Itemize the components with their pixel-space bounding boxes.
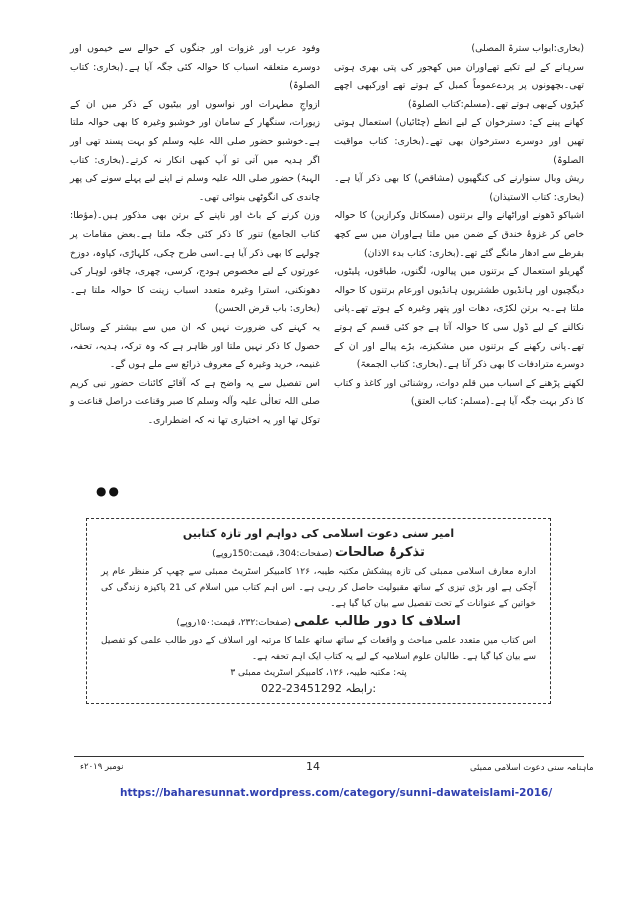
paragraph: وزن کرنے کے باٹ اور ناپنے کے برتن بھی مذکور ہیں۔(مؤطا: کتاب الجامع) تنور کا ذکر کئی جگہ ملتا ہے۔بعض مقامات پر چولہے کا بھی ذکر آیا ہے۔اسی طرح چکی، کلہاڑی، کپاوہ، دوزخ عورتوں کے لیے مخصوص ہودج، کرسی، چھری، چاقو، لوہار کی دھونکنی، استرا وغیرہ متعدد اسباب زینت کا حوالہ ملتا ہے۔(بخاری: باب قرض الحسن) — [70, 210, 320, 315]
book1-name: تذکرۂ صالحات — [335, 545, 425, 560]
book2-meta: (صفحات:۲۳۲، قیمت:۱۵۰روپے) — [176, 618, 291, 628]
page-number: 14 — [306, 760, 320, 773]
paragraph: وفود عرب اور غزوات اور جنگوں کے حوالے سے خیموں اور دوسرے متعلقہ اسباب کا حوالہ کئی جگہ آیا ہے۔(بخاری: کتاب الصلوۃ) — [70, 43, 320, 92]
paragraph: کھانے پینے کے: دسترخوان کے لیے انطے (چٹائیاں) استعمال ہوتی تھیں اور دوسرے دسترخوان بھی تھے۔(بخاری: کتاب مواقیت الصلوۃ) — [334, 117, 584, 166]
book-advertisement-box — [86, 518, 551, 704]
book2-name: اسلاف کا دور طالب علمی — [293, 614, 461, 629]
paragraph: اشیاکو ڈھونے اوراٹھانے والے برتنوں (مسکاتل وکرازین) کا حوالہ خاص کر غزوۂ خندق کے ضمن میں ملتا ہےاوران میں سے کچھ بقرطے سے ادھار مانگے گئے تھے۔(بخاری: کتاب بدء الاذان) — [334, 210, 584, 259]
footer-divider — [74, 756, 584, 757]
ad-address: پتہ: مکتبہ طیبہ، ۱۲۶، کامبیکر اسٹریٹ ممبئی ۳ — [230, 668, 407, 678]
paragraph: سرہانے کے لیے تکیے تھےاوران میں کھجور کی پتی بھری ہوتی تھی۔بچھونوں پر پردےعموماً کمبل کے ہوتے تھے اورکبھی اچھے کپڑوں کےبھی ہوتے تھے۔(مسلم:کتاب الصلوۃ) — [334, 61, 584, 110]
phone-number: 022-23451292 — [260, 682, 342, 695]
book2-heading — [101, 612, 536, 633]
paragraph: اس تفصیل سے یہ واضح ہے کہ آقائے کائنات حضور نبی کریم صلی اللہ تعالٰی علیہ وآلہ وسلم کا صبر وقناعت دراصل قناعت و توکل تھا اور یہ اختیاری تھا نہ کہ اضطراری۔ — [70, 377, 320, 426]
paragraph: ریش وبال سنوارنے کی کنگھیوں (مشاقص) کا بھی ذکر آیا ہے۔(بخاری: کتاب الاستیذان) — [334, 173, 584, 203]
ad-title: امیر سنی دعوت اسلامی کی دواہم اور تازہ کتابیں — [182, 527, 455, 540]
paragraph: لکھنے پڑھنے کے اسباب میں قلم دوات، روشنائی اور کاغذ و کتاب کا ذکر بہت جگہ آیا ہے۔(مسلم: کتاب العتق) — [334, 377, 584, 408]
paragraph: (بخاری:ابواب سترۃ المصلی) — [471, 43, 584, 54]
end-marker-dots: ●● — [96, 484, 121, 498]
paragraph: گھریلو استعمال کے برتنوں میں پیالوں، لگنوں، طباقوں، پلیٹوں، دیگچیوں اور ہانڈیوں طشتریوں ہانڈیوں اورعام برتنوں کا حوالہ ملتا ہے۔یہ برتن لکڑی، دھات اور پتھر وغیرہ کے ہوتے تھے۔پانی نکالنے کے لیے ڈول سی کا حوالہ آتا ہے جو کئی قسم کے ہوتے تھے۔پانی رکھنے کے برتنوں میں مشکیزے، بڑے پیالے اور ان کے دوسرے مترادفات کا بھی ذکر آتا ہے۔(بخاری: کتاب الجمعۃ) — [334, 266, 584, 371]
phone-label: رابطہ: — [345, 682, 377, 695]
source-url-link[interactable]: https://baharesunnat.wordpress.com/category/sunni-dawateislami-2016/ — [120, 787, 553, 799]
footer-issue-date: نومبر ۲۰۱۹ء — [80, 762, 124, 772]
book1-meta: (صفحات:304، قیمت:150روپے) — [212, 549, 333, 559]
book1-description: ادارہ معارف اسلامی ممبئی کی تازہ پیشکش مکتبہ طیبہ، ۱۲۶ کامبیکر اسٹریٹ ممبئی سے چھپ کر منظر عام پر آچکی ہے اور بڑی تیزی کے ساتھ مقبولیت حاصل کر رہی ہے۔ اس اہم کتاب میں اسلام کی 21 پاکیزہ زندگی کی خواتین کے عنوانات کے تحت تفصیل سے بیان کیا گیا ہے۔ — [101, 567, 537, 609]
left-column — [70, 40, 320, 430]
ad-phone-line — [101, 681, 536, 697]
footer-magazine-name: ماہنامہ سنی دعوت اسلامی ممبئی — [470, 763, 594, 773]
book2-description: اس کتاب میں متعدد علمی مباحث و واقعات کے ساتھ ساتھ علما کا مرتبہ اور اسلاف کے دور طالب علمی کو تفصیل سے بیان کیا گیا ہے۔ طالبان علوم اسلامیہ کے لیے یہ کتاب ایک اہم تحفہ ہے۔ — [101, 636, 536, 662]
book1-heading — [101, 543, 536, 564]
paragraph: ازواجِ مطہرات اور نواسوں اور بیٹیوں کے ذکر میں ان کے زیورات، سنگھار کے سامان اور خوشبو وغیرہ کا بھی حوالہ ملتا ہے۔خوشبو حضور صلی اللہ علیہ وسلم کو بہت پسند تھی اور اگر ہدیہ میں آتی تو آپ کبھی انکار نہ کرتے۔(بخاری: کتاب الہبۃ) حضور صلی اللہ علیہ وسلم نے اپنے لیے پہلے سونے کی پھر چاندی کی انگوٹھی بنوائی تھی۔ — [70, 98, 320, 203]
paragraph: یہ کہنے کی ضرورت نہیں کہ ان میں سے بیشتر کے وسائل حصول کا ذکر نہیں ملتا اور ظاہر ہے کہ وہ ترکہ، ہدیہ، تحفہ، غنیمہ، خرید وغیرہ کے معروف ذرائع سے ملے ہوں گے۔ — [70, 321, 320, 371]
right-column — [334, 40, 584, 412]
